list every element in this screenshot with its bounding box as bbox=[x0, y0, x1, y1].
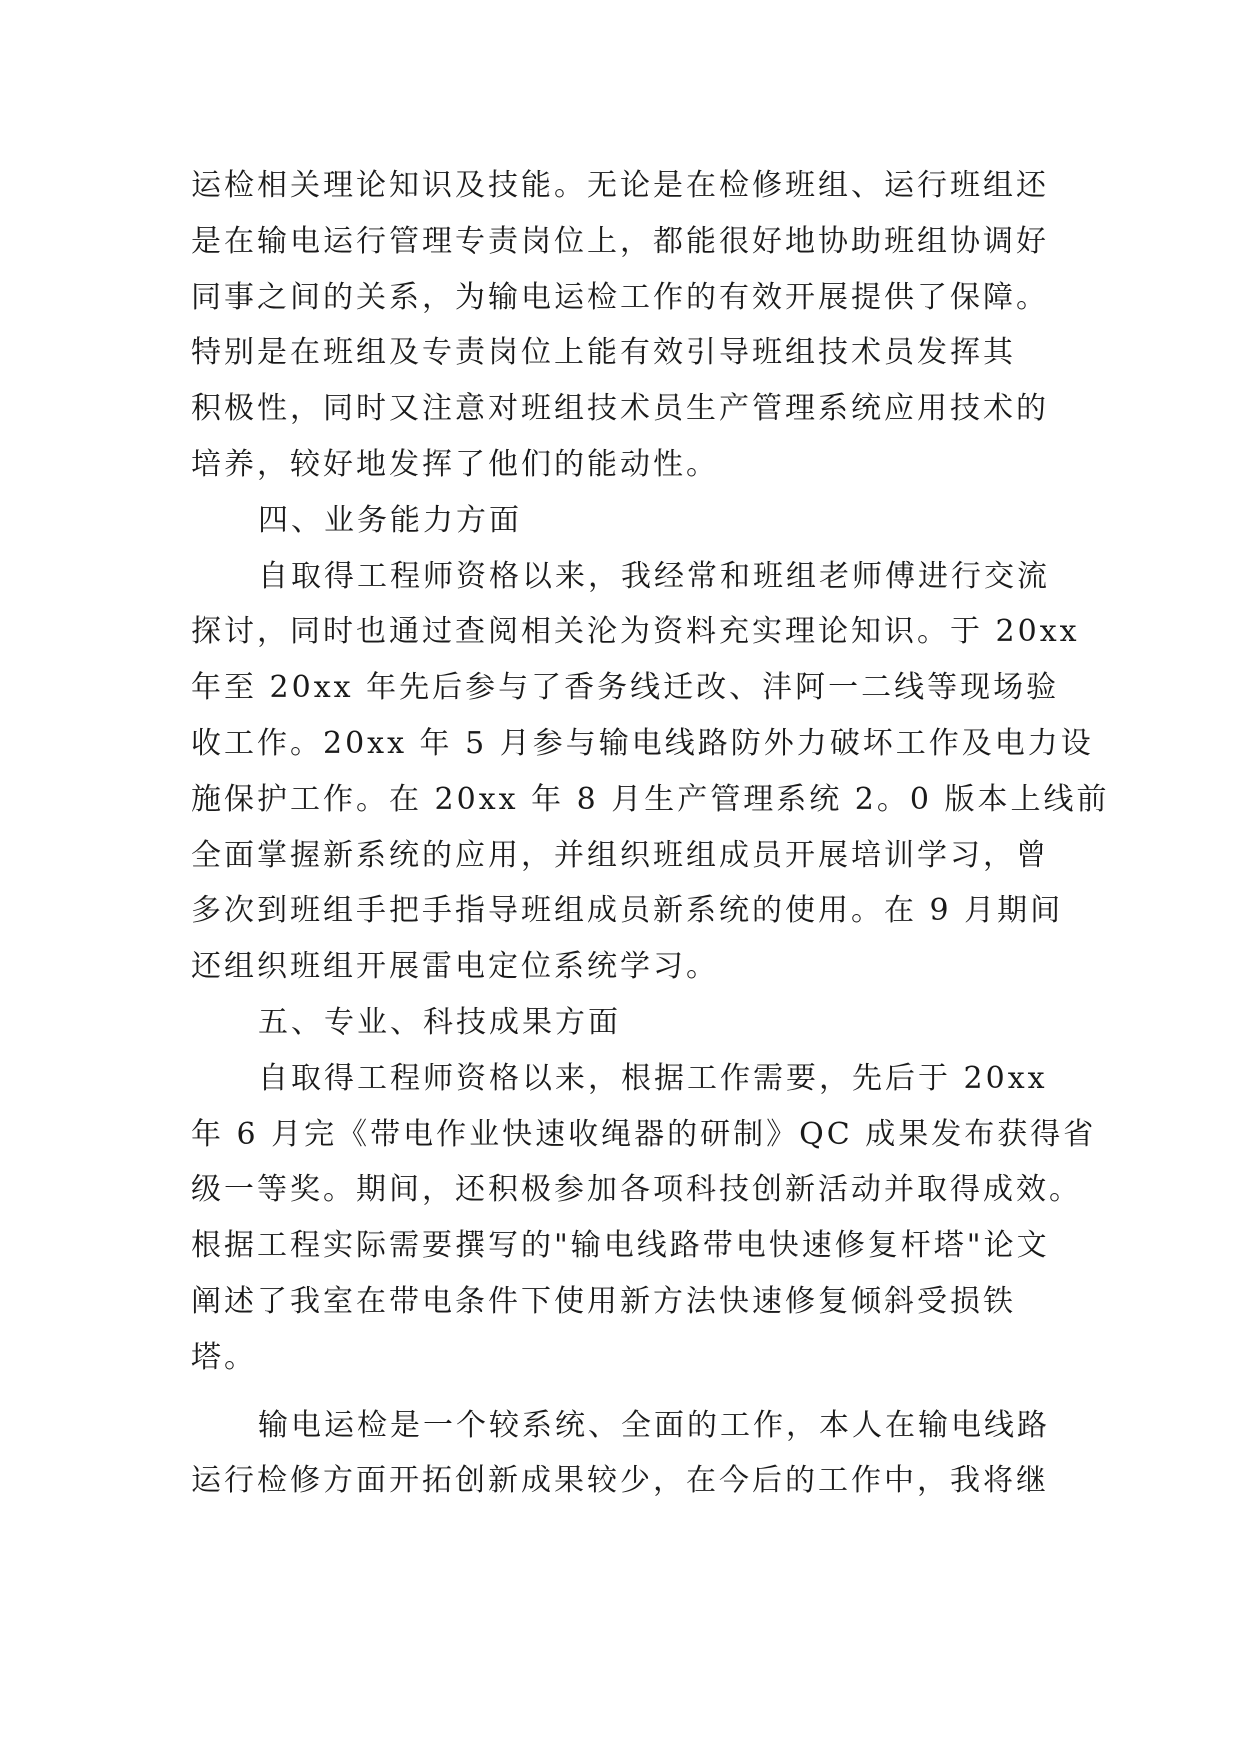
text-line: 培养，较好地发挥了他们的能动性。 bbox=[191, 446, 719, 482]
paragraph-gap bbox=[191, 1386, 1061, 1398]
text-line: 探讨，同时也通过查阅相关沦为资料充实理论知识。于 20xx bbox=[191, 614, 1080, 650]
text-line: 积极性，同时又注意对班组技术员生产管理系统应用技术的 bbox=[191, 391, 1049, 427]
text-line: 级一等奖。期间，还积极参加各项科技创新活动并取得成效。 bbox=[191, 1172, 1082, 1208]
text-line: 年 6 月完《带电作业快速收绳器的研制》QC 成果发布获得省 bbox=[191, 1116, 1097, 1152]
text-line: 年至 20xx 年先后参与了香务线迁改、沣阿一二线等现场验 bbox=[191, 670, 1060, 706]
text-line: 输电运检是一个较系统、全面的工作，本人在输电线路 bbox=[258, 1407, 1050, 1443]
text-line: 塔。 bbox=[191, 1339, 257, 1375]
text-line: 自取得工程师资格以来，我经常和班组老师傅进行交流 bbox=[258, 558, 1050, 594]
text-line: 收工作。20xx 年 5 月参与输电线路防外力破坏工作及电力设 bbox=[191, 725, 1094, 761]
text-line: 阐述了我室在带电条件下使用新方法快速修复倾斜受损铁 bbox=[191, 1283, 1016, 1319]
text-line: 根据工程实际需要撰写的"输电线路带电快速修复杆塔"论文 bbox=[191, 1228, 1050, 1264]
text-line: 施保护工作。在 20xx 年 8 月生产管理系统 2。0 版本上线前 bbox=[191, 781, 1110, 817]
text-line: 是在输电运行管理专责岗位上，都能很好地协助班组协调好 bbox=[191, 223, 1049, 259]
text-line: 运检相关理论知识及技能。无论是在检修班组、运行班组还 bbox=[191, 168, 1049, 203]
section-heading-4: 四、业务能力方面 bbox=[258, 502, 522, 538]
text-line: 同事之间的关系，为输电运检工作的有效开展提供了保障。 bbox=[191, 279, 1049, 315]
text-line: 全面掌握新系统的应用，并组织班组成员开展培训学习，曾 bbox=[191, 837, 1049, 873]
text-line: 特别是在班组及专责岗位上能有效引导班组技术员发挥其 bbox=[191, 335, 1016, 371]
section-heading-5: 五、专业、科技成果方面 bbox=[258, 1004, 621, 1040]
document-body bbox=[191, 158, 1110, 1509]
text-line: 自取得工程师资格以来，根据工作需要，先后于 20xx bbox=[258, 1060, 1048, 1096]
text-line: 多次到班组手把手指导班组成员新系统的使用。在 9 月期间 bbox=[191, 893, 1064, 929]
text-line: 运行检修方面开拓创新成果较少，在今后的工作中，我将继 bbox=[191, 1463, 1049, 1499]
text-line: 还组织班组开展雷电定位系统学习。 bbox=[191, 949, 719, 985]
